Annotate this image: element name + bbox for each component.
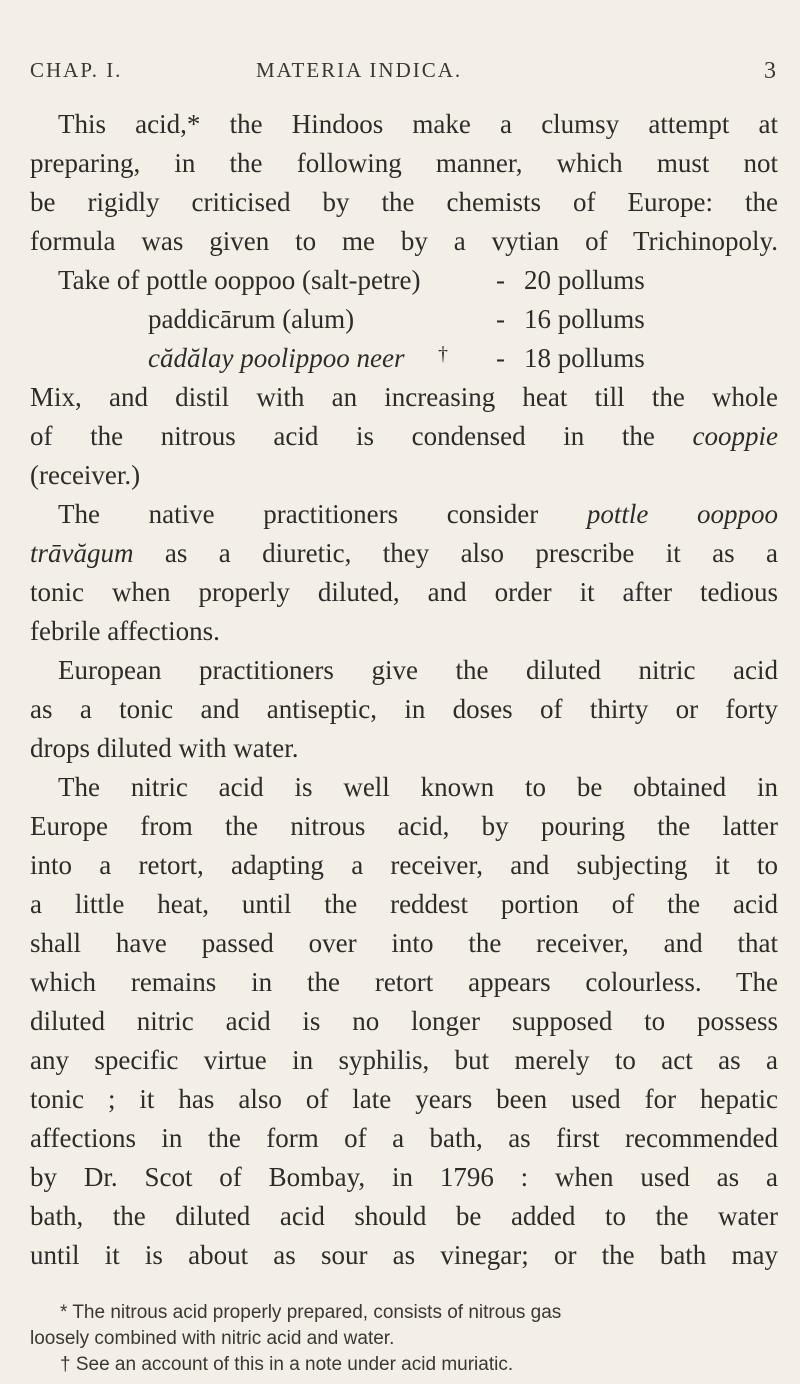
text-line: drops diluted with water. [30,733,299,763]
dagger-mark: † [438,343,448,365]
text-line: Mix, and distil with an increasing heat till the whole [30,382,778,412]
text-line: The nitric acid is well known to be obtained in [58,772,778,802]
text-line: This acid,* the Hindoos make a clumsy attempt at [58,109,778,139]
chapter-label: CHAP. I. [30,58,123,82]
text-line: shall have passed over into the receiver, and that [30,928,778,958]
text-line: into a retort, adapting a receiver, and subjecting it to [30,850,778,880]
ingredient-name: cădălay poolippoo neer [148,343,405,373]
ingredient-dash: - [496,304,505,334]
text-span: as a diuretic, they also prescribe it as a [133,538,778,568]
footnote-line: loosely combined with nitric acid and water. [30,1328,395,1349]
italic-term: cooppie [692,421,778,451]
text-line [58,498,778,530]
text-line: Europe from the nitrous acid, by pouring the latter [30,811,778,841]
text-line: by Dr. Scot of Bombay, in 1796 : when used as a [30,1162,778,1192]
text-line: until it is about as sour as vinegar; or the bath may [30,1240,778,1270]
ingredient-amount: 20 pollums [524,265,645,295]
text-line: preparing, in the following manner, which must not [30,148,778,178]
text-line: diluted nitric acid is no longer supposed to possess [30,1006,778,1036]
text-span: of the nitrous acid is condensed in the [30,421,693,451]
text-line: affections in the form of a bath, as first recommended [30,1123,778,1153]
ingredient-amount: 16 pollums [524,304,645,334]
text-line: formula was given to me by a vytian of Trichinopoly. [30,226,778,256]
text-line [30,420,778,452]
text-line: tonic when properly diluted, and order it after tedious [30,577,778,607]
text-line [30,537,778,569]
footnote-line: * The nitrous acid properly prepared, consists of nitrous gas [60,1302,562,1323]
text-line: any specific virtue in syphilis, but merely to act as a [30,1045,778,1075]
running-title: MATERIA INDICA. [256,58,463,82]
footnote-line: † See an account of this in a note under acid muriatic. [60,1354,514,1375]
italic-term: pottle ooppoo [586,499,778,529]
ingredient-name: paddicārum (alum) [148,304,355,334]
text-span: The native practitioners consider [58,499,587,529]
text-line: a little heat, until the reddest portion of the acid [30,889,778,919]
text-line: febrile affections. [30,616,220,646]
text-line: European practitioners give the diluted nitric acid [58,655,778,685]
ingredient-dash: - [496,343,505,373]
text-line: tonic ; it has also of late years been used for hepatic [30,1084,778,1114]
text-line: be rigidly criticised by the chemists of Europe: the [30,187,778,217]
ingredient-name: Take of pottle ooppoo (salt-petre) [58,265,421,295]
page-number: 3 [764,58,778,84]
running-header [30,58,778,88]
ingredient-dash: - [496,265,505,295]
text-line: as a tonic and antiseptic, in doses of thirty or forty [30,694,778,724]
text-line: bath, the diluted acid should be added to the water [30,1201,778,1231]
ingredient-amount: 18 pollums [524,343,645,373]
text-line: (receiver.) [30,460,141,490]
italic-term: trāvăgum [30,538,134,568]
text-line: which remains in the retort appears colourless. The [30,967,778,997]
